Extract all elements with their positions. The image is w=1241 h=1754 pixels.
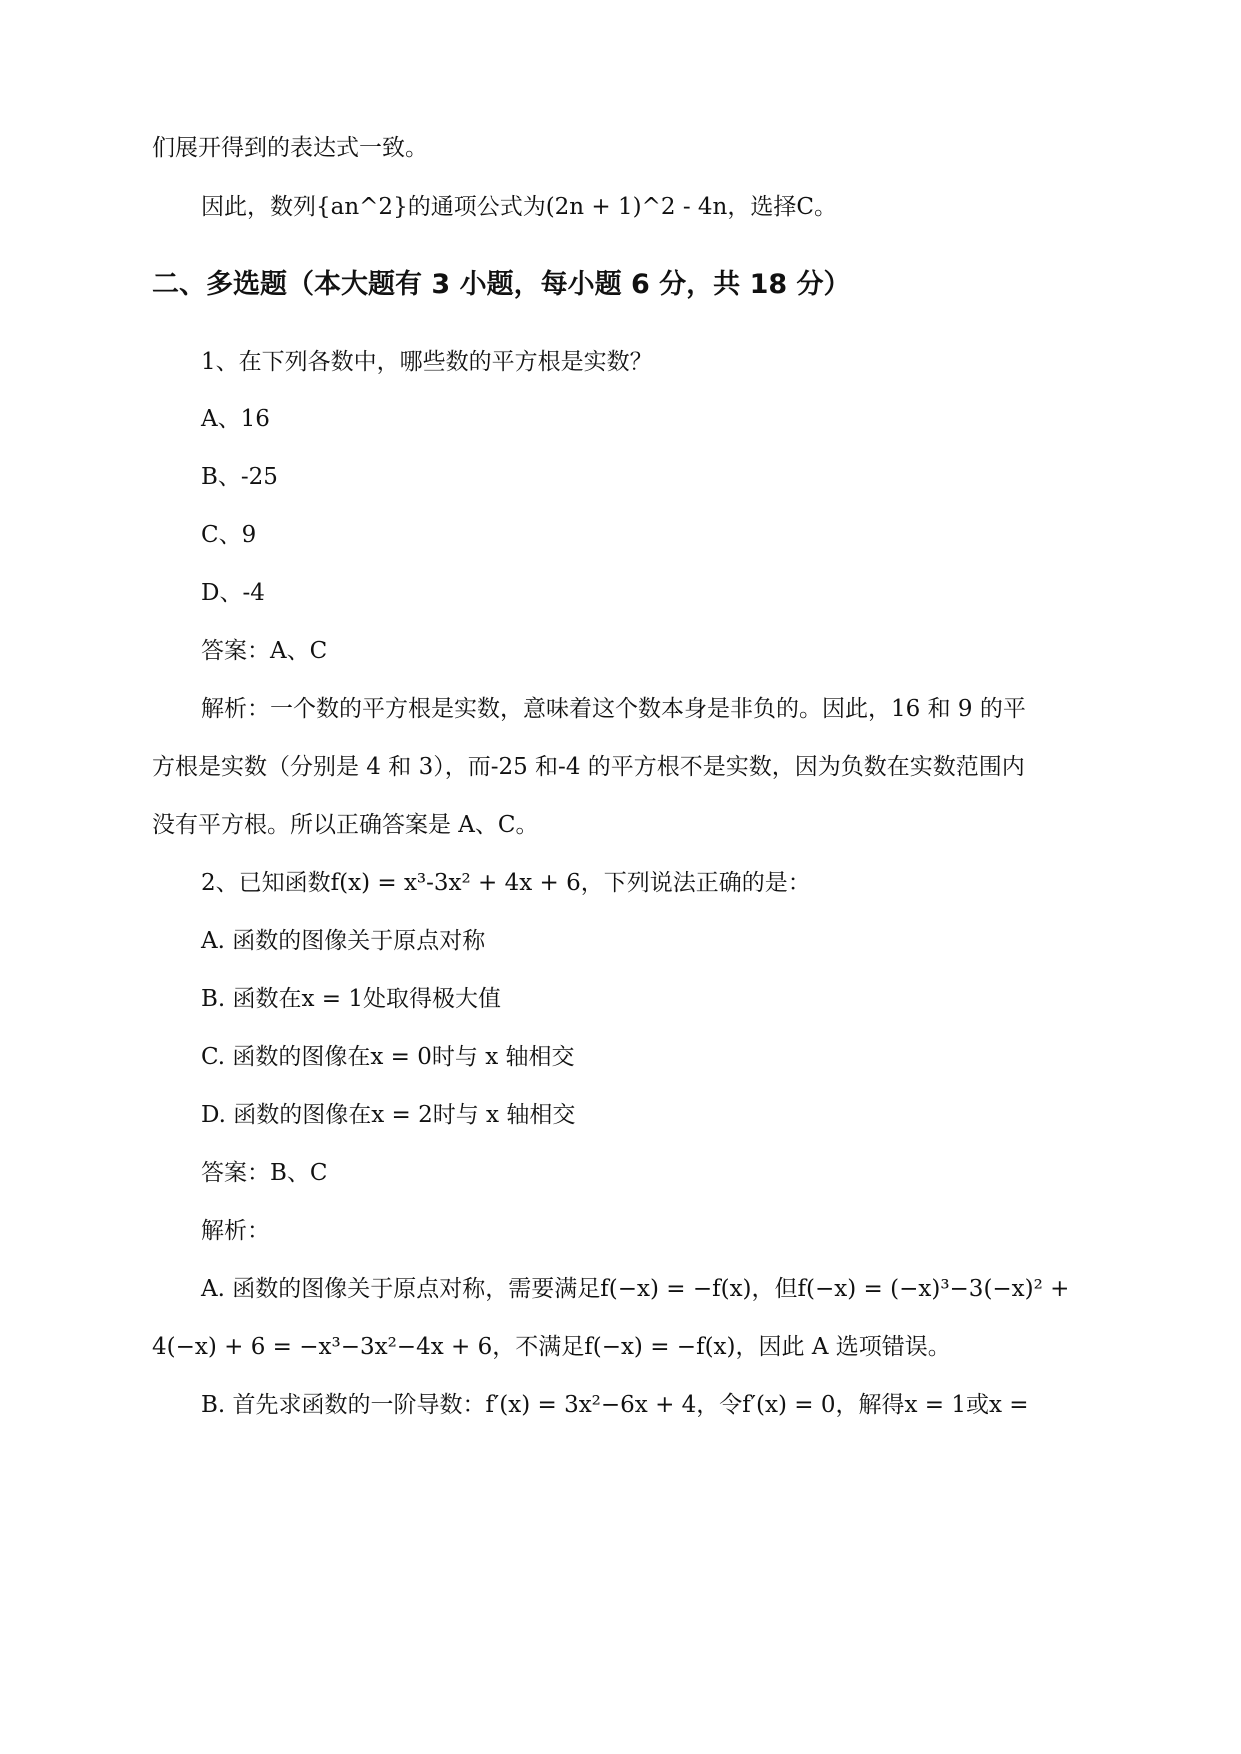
- q2-analysis-line-2: 4(−x) + 6 = −x³−3x²−4x + 6，不满足f(−x) = −f(x)，因此 A 选项错误。: [152, 1334, 951, 1360]
- section-heading: 二、多选题（本大题有 3 小题，每小题 6 分，共 18 分）: [152, 269, 851, 300]
- q2-analysis-line-3: B. 首先求函数的一阶导数：f′(x) = 3x²−6x + 4，令f′(x) = 0，解得x = 1或x =: [201, 1392, 1029, 1418]
- q2-option-a: A. 函数的图像关于原点对称: [201, 928, 486, 954]
- q1-analysis-line-3: 没有平方根。所以正确答案是 A、C。: [152, 812, 539, 838]
- q1-analysis-line-2: 方根是实数（分别是 4 和 3），而-25 和-4 的平方根不是实数，因为负数在实数范围内: [152, 754, 1025, 780]
- intro-line-2: 因此，数列{an^2}的通项公式为(2n + 1)^2 - 4n，选择C。: [201, 194, 837, 220]
- q1-analysis-line-1: 解析：一个数的平方根是实数，意味着这个数本身是非负的。因此，16 和 9 的平: [201, 696, 1026, 722]
- q2-option-c: C. 函数的图像在x = 0时与 x 轴相交: [201, 1044, 575, 1070]
- q2-analysis-line-1: A. 函数的图像关于原点对称，需要满足f(−x) = −f(x)，但f(−x) = (−x)³−3(−x)² +: [201, 1276, 1070, 1302]
- q1-option-a: A、16: [201, 406, 270, 432]
- q1-stem: 1、在下列各数中，哪些数的平方根是实数？: [201, 349, 653, 375]
- q1-answer: 答案：A、C: [201, 638, 328, 664]
- q2-answer: 答案：B、C: [201, 1160, 328, 1186]
- q2-analysis-label: 解析：: [201, 1218, 270, 1244]
- q1-option-c: C、9: [201, 522, 257, 548]
- q1-option-b: B、-25: [201, 464, 278, 490]
- q2-option-b: B. 函数在x = 1处取得极大值: [201, 986, 502, 1012]
- q1-option-d: D、-4: [201, 580, 265, 606]
- q2-stem: 2、已知函数f(x) = x³-3x² + 4x + 6，下列说法正确的是：: [201, 870, 811, 896]
- q2-option-d: D. 函数的图像在x = 2时与 x 轴相交: [201, 1102, 576, 1128]
- intro-line-1: 们展开得到的表达式一致。: [152, 135, 428, 161]
